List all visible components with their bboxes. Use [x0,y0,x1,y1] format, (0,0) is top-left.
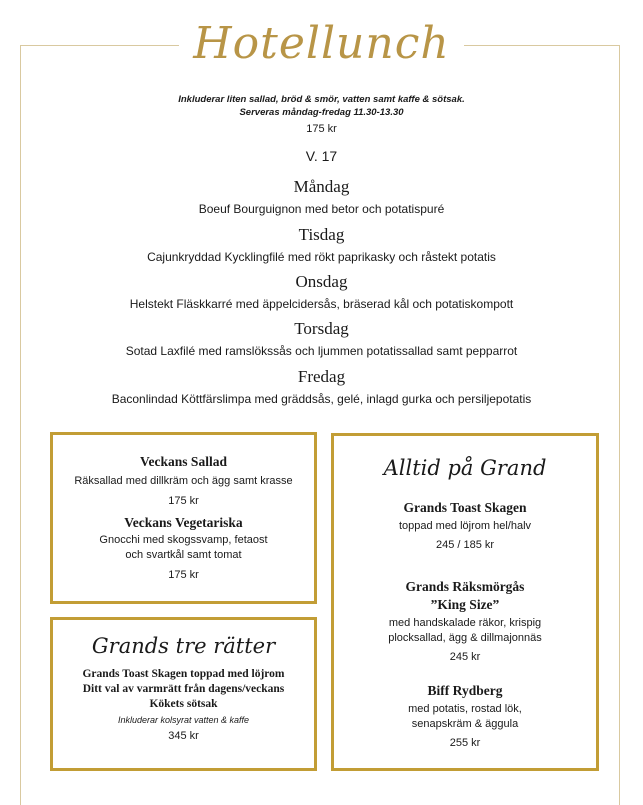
always-item-desc: plocksallad, ägg & dillmajonnäs [388,632,542,644]
veg-price: 175 kr [168,569,199,581]
always-item-subname: ”King Size” [430,597,500,612]
always-box [331,433,599,771]
weekly-box [50,432,317,604]
veg-desc-1: Gnocchi med skogssvamp, fetaost [99,534,268,546]
day-monday [0,177,643,217]
intro-line-2: Serveras måndag-fredag 11.30-13.30 [239,107,404,118]
day-name: Torsdag [294,319,349,338]
day-name: Måndag [293,177,350,196]
day-dish: Cajunkryddad Kycklingfilé med rökt paprikasky och råstekt potatis [147,250,496,264]
title-wrap [0,14,643,74]
day-wednesday [0,272,643,312]
intro [0,93,643,119]
day-dish: Helstekt Fläskkarré med äppelcidersås, bräserad kål och potatiskompott [129,297,514,311]
day-friday [0,367,643,407]
three-courses-line-2: Ditt val av varmrätt från dagens/veckans [82,683,285,695]
always-item-desc: med potatis, rostad lök, [408,703,522,715]
always-item-price: 255 kr [449,737,481,749]
three-courses-line-3: Kökets sötsak [149,698,218,710]
salad-title: Veckans Sallad [140,454,227,469]
page-title: Hotellunch [179,14,463,74]
veg-desc-2: och svartkål samt tomat [125,549,242,561]
week-number: V. 17 [305,148,338,164]
three-courses-price: 345 kr [168,730,199,742]
day-name: Tisdag [298,225,345,244]
three-courses-title: Grands tre rätter [91,634,276,658]
always-item-name: Grands Räksmörgås [405,579,525,594]
day-dish: Boeuf Bourguignon med betor och potatispuré [198,202,445,216]
always-item-desc: senapskräm & äggula [411,718,519,730]
intro-line-1: Inkluderar liten sallad, bröd & smör, vatten samt kaffe & sötsak. [178,94,465,105]
always-item-desc: toppad med löjrom hel/halv [398,520,532,532]
lunch-price: 175 kr [306,123,337,135]
three-courses-line-1: Grands Toast Skagen toppad med löjrom [82,668,285,680]
three-courses-box [50,617,317,771]
day-dish: Baconlindad Köttfärslimpa med gräddsås, gelé, inlagd gurka och persiljepotatis [111,392,532,406]
day-dish: Sotad Laxfilé med ramslökssås och ljummen potatissallad samt pepparrot [125,344,518,358]
always-title: Alltid på Grand [383,456,547,480]
salad-desc: Räksallad med dillkräm och ägg samt krasse [74,475,293,487]
always-item-price: 245 / 185 kr [435,539,495,551]
day-thursday [0,319,643,359]
day-tuesday [0,225,643,265]
always-item-name: Grands Toast Skagen [403,500,527,515]
always-item-desc: med handskalade räkor, krispig [388,617,542,629]
always-item-price: 245 kr [449,651,481,663]
three-courses-note: Inkluderar kolsyrat vatten & kaffe [117,715,250,725]
always-item-name: Biff Rydberg [427,683,503,698]
salad-price: 175 kr [168,495,199,507]
veg-title: Veckans Vegetariska [124,515,243,530]
day-name: Onsdag [295,272,348,291]
day-name: Fredag [297,367,346,386]
